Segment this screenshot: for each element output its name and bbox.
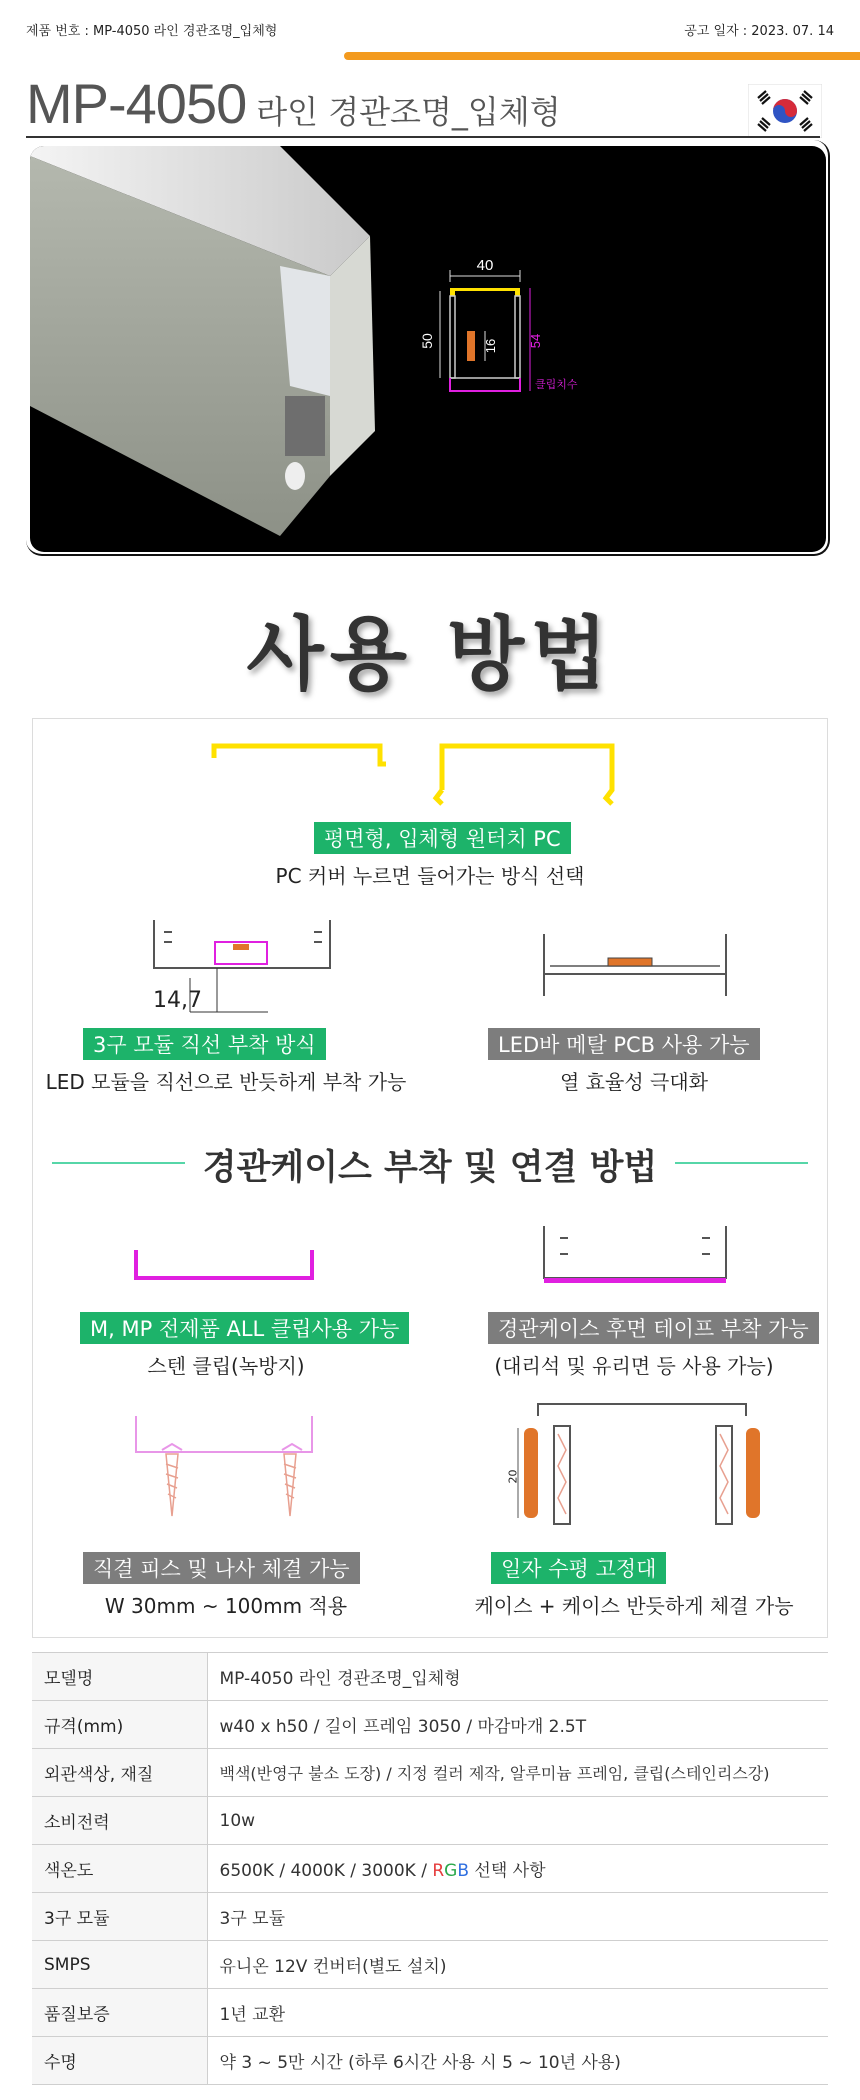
tag-module-straight: 3구 모듈 직선 부착 방식 <box>83 1028 326 1060</box>
desc-pc-cover: PC 커버 누르면 들어가는 방식 선택 <box>275 864 585 888</box>
color-temp-value: 6500K / 4000K / 3000K / RGB 선택 사항 <box>207 1845 828 1893</box>
screw-profile <box>132 1412 322 1522</box>
dim-clip-label: 54 <box>528 333 543 349</box>
product-number: 제품 번호 : MP-4050 라인 경관조명_입체형 <box>26 24 278 39</box>
tag-screw-fix: 직결 피스 및 나사 체결 가능 <box>83 1552 360 1584</box>
joint-profile <box>508 1400 768 1530</box>
title-underline <box>26 136 820 138</box>
desc-tape: (대리석 및 유리면 등 사용 가능) <box>494 1354 774 1378</box>
cross-section-diagram <box>419 257 578 391</box>
product-hero-image <box>30 146 826 552</box>
attach-section-title <box>0 1140 860 1190</box>
tag-ledbar-pcb: LED바 메탈 PCB 사용 가능 <box>488 1028 760 1060</box>
table-row: 3구 모듈 3구 모듈 <box>32 1893 828 1941</box>
accent-bar <box>344 52 860 60</box>
dim-width-label: 40 <box>476 257 494 274</box>
desc-module: LED 모듈을 직선으로 반듯하게 부착 가능 <box>45 1070 407 1094</box>
table-row: 규격(mm) w40 x h50 / 길이 프레임 3050 / 마감마개 2.5T <box>32 1701 828 1749</box>
table-row: 색온도 6500K / 4000K / 3000K / RGB 선택 사항 <box>32 1845 828 1893</box>
dim-led-label: 16 <box>483 338 498 354</box>
desc-screw: W 30mm ~ 100mm 적용 <box>104 1594 348 1618</box>
product-render <box>30 146 826 552</box>
notice-date: 공고 일자 : 2023. 07. 14 <box>684 24 834 39</box>
joint-dim-label: 20 <box>506 1469 520 1484</box>
desc-clip: 스텐 클립(녹방지) <box>147 1354 305 1378</box>
dim-height-label: 50 <box>419 333 435 349</box>
header-bar <box>26 20 860 46</box>
attach-title-text: 경관케이스 부착 및 연결 방법 <box>185 1148 675 1188</box>
table-row: 외관색상, 재질 백색(반영구 불소 도장) / 지정 컬러 제작, 알루미늄 프레임, 클립(스테인리스강) <box>32 1749 828 1797</box>
spec-table <box>32 1652 828 2085</box>
table-row: SMPS 유니온 12V 컨버터(별도 설치) <box>32 1941 828 1989</box>
usage-title: 사용 방법 <box>246 608 614 701</box>
tape-profile <box>540 1222 730 1288</box>
tag-joint-fix: 일자 수평 고정대 <box>491 1552 666 1584</box>
table-row: 소비전력 10w <box>32 1797 828 1845</box>
page-title <box>26 74 561 134</box>
table-row: 품질보증 1년 교환 <box>32 1989 828 2037</box>
tag-clip-all: M, MP 전제품 ALL 클립사용 가능 <box>80 1312 409 1344</box>
model-code: MP-4050 <box>26 72 247 135</box>
tag-pc-onetouch: 평면형, 입체형 원터치 PC <box>314 822 571 854</box>
ledbar-profile <box>540 930 730 1000</box>
clip-size-label: 클립치수 <box>535 379 578 391</box>
product-name: 라인 경관조명_입체형 <box>256 93 561 131</box>
table-row: 모델명 MP-4050 라인 경관조명_입체형 <box>32 1653 828 1701</box>
tag-tape-back: 경관케이스 후면 테이프 부착 가능 <box>488 1312 819 1344</box>
desc-ledbar: 열 효율성 극대화 <box>560 1070 708 1094</box>
desc-joint: 케이스 + 케이스 반듯하게 체결 가능 <box>474 1594 794 1618</box>
pc-cover-profiles <box>210 740 630 810</box>
korea-flag-icon <box>748 84 822 138</box>
table-row: 수명 약 3 ~ 5만 시간 (하루 6시간 사용 시 5 ~ 10년 사용) <box>32 2037 828 2085</box>
module-dim-label: 14,7 <box>153 988 202 1013</box>
clip-profile <box>130 1244 320 1284</box>
